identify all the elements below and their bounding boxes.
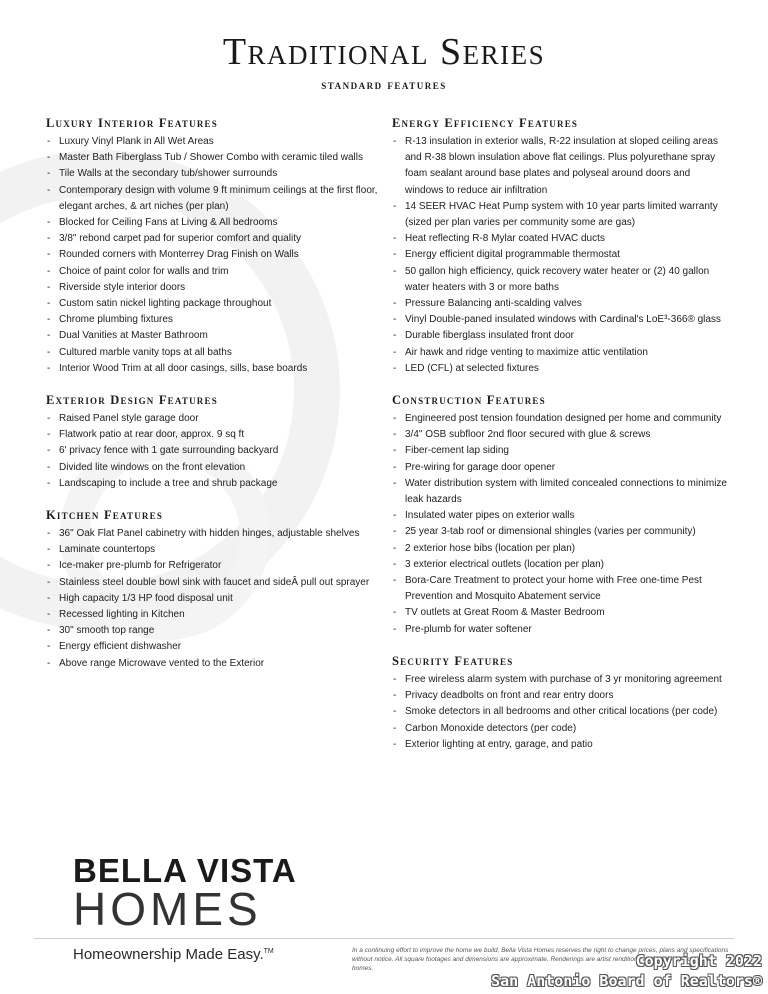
legal-disclaimer: In a continuing effort to improve the home we build, Bella Vista Homes reserves the right to change prices, plans and specifications without notice. All square footages and dimensions are approximate. Renderings are artist renditions and may vary from actual homes. bbox=[352, 947, 729, 972]
feature-item: - Chrome plumbing fixtures bbox=[46, 312, 381, 328]
feature-item: - Pre-wiring for garage door opener bbox=[392, 460, 727, 476]
feature-list bbox=[392, 411, 727, 638]
feature-item: - 30" smooth top range bbox=[46, 623, 381, 639]
feature-item: - Exterior lighting at entry, garage, and patio bbox=[392, 737, 727, 753]
feature-item: - Insulated water pipes on exterior walls bbox=[392, 508, 727, 524]
feature-item: - Engineered post tension foundation designed per home and community bbox=[392, 411, 727, 427]
feature-item: - Dual Vanities at Master Bathroom bbox=[46, 328, 381, 344]
brand-logo-homes: HOMES bbox=[73, 883, 262, 935]
section-heading: Kitchen Features bbox=[46, 508, 164, 523]
section-heading: Luxury Interior Features bbox=[46, 116, 218, 130]
footer-divider bbox=[34, 938, 734, 939]
feature-item: - Water distribution system with limited concealed connections to minimize leak hazards bbox=[392, 476, 727, 508]
feature-item: - Tile Walls at the secondary tub/shower surrounds bbox=[46, 166, 381, 182]
feature-item: - Contemporary design with volume 9 ft minimum ceilings at the first floor, elegant arches, & art niches (per plan) bbox=[46, 183, 381, 215]
feature-item: - Blocked for Ceiling Fans at Living & All bedrooms bbox=[46, 215, 381, 231]
feature-item: - Privacy deadbolts on front and rear entry doors bbox=[392, 688, 727, 704]
feature-item: - Flatwork patio at rear door, approx. 9 sq ft bbox=[46, 427, 381, 443]
brand-logo-bella-vista: BELLA VISTA bbox=[73, 852, 297, 889]
tagline-text: Homeownership Made Easy. bbox=[73, 946, 264, 963]
feature-item: - 6' privacy fence with 1 gate surrounding backyard bbox=[46, 443, 381, 459]
feature-list bbox=[46, 411, 381, 492]
feature-item: - 14 SEER HVAC Heat Pump system with 10 year parts limited warranty (sized per plan varies per community some are gas) bbox=[392, 199, 727, 231]
feature-item: - Landscaping to include a tree and shrub package bbox=[46, 476, 381, 492]
copyright-watermark bbox=[491, 951, 762, 991]
section-heading: Exterior Design Features bbox=[46, 393, 218, 408]
feature-item: - Energy efficient digital programmable thermostat bbox=[392, 247, 727, 263]
feature-item: - Cultured marble vanity tops at all baths bbox=[46, 345, 381, 361]
page-title: Traditional Series bbox=[222, 31, 546, 73]
feature-item: - Custom satin nickel lighting package throughout bbox=[46, 296, 381, 312]
feature-item: - Pressure Balancing anti-scalding valves bbox=[392, 296, 727, 312]
feature-item: - Heat reflecting R-8 Mylar coated HVAC ducts bbox=[392, 231, 727, 247]
feature-item: - 25 year 3-tab roof or dimensional shingles (varies per community) bbox=[392, 524, 727, 540]
feature-item: - Bora-Care Treatment to protect your home with Free one-time Pest Prevention and Mosquito Abatement service bbox=[392, 573, 727, 605]
section-security-features bbox=[392, 654, 727, 753]
feature-item: - Vinyl Double-paned insulated windows with Cardinal's LoE³-366® glass bbox=[392, 312, 727, 328]
section-heading: Security Features bbox=[392, 653, 514, 668]
feature-list bbox=[46, 526, 381, 672]
section-construction-features bbox=[392, 393, 727, 638]
feature-item: - Durable fiberglass insulated front door bbox=[392, 328, 727, 344]
feature-list bbox=[392, 134, 727, 377]
feature-item: - 3/8" rebond carpet pad for superior comfort and quality bbox=[46, 231, 381, 247]
feature-item: - Master Bath Fiberglass Tub / Shower Combo with ceramic tiled walls bbox=[46, 150, 381, 166]
copyright-line: Copyright 2022 bbox=[635, 952, 762, 970]
feature-item: - High capacity 1/3 HP food disposal unit bbox=[46, 591, 381, 607]
feature-item: - Recessed lighting in Kitchen bbox=[46, 607, 381, 623]
feature-item: - Smoke detectors in all bedrooms and other critical locations (per code) bbox=[392, 704, 727, 720]
section-luxury-interior-features bbox=[46, 116, 381, 377]
section-heading: Energy Efficiency Features bbox=[392, 116, 579, 130]
feature-item: - Raised Panel style garage door bbox=[46, 411, 381, 427]
feature-item: - Fiber-cement lap siding bbox=[392, 443, 727, 459]
feature-item: - Pre-plumb for water softener bbox=[392, 622, 727, 638]
feature-item: - Rounded corners with Monterrey Drag Finish on Walls bbox=[46, 247, 381, 263]
trademark-mark: TM bbox=[263, 948, 274, 955]
feature-item: - Carbon Monoxide detectors (per code) bbox=[392, 721, 727, 737]
section-exterior-design-features bbox=[46, 393, 381, 492]
feature-item: - 3/4" OSB subfloor 2nd floor secured with glue & screws bbox=[392, 427, 727, 443]
feature-list bbox=[392, 672, 727, 753]
feature-item: - R-13 insulation in exterior walls, R-22 insulation at sloped ceiling areas and R-38 blown insulation above flat ceilings. Plus polyurethane spray foam sealant around base plates and polyseal around doors and windows to reduce air infiltration bbox=[392, 134, 727, 199]
feature-item: - Air hawk and ridge venting to maximize attic ventilation bbox=[392, 345, 727, 361]
feature-item: - Above range Microwave vented to the Exterior bbox=[46, 656, 381, 672]
feature-item: - 2 exterior hose bibs (location per plan) bbox=[392, 541, 727, 557]
feature-item: - Ice-maker pre-plumb for Refrigerator bbox=[46, 558, 381, 574]
feature-item: - Divided lite windows on the front elevation bbox=[46, 460, 381, 476]
left-column bbox=[46, 116, 381, 688]
feature-item: - Riverside style interior doors bbox=[46, 280, 381, 296]
feature-item: - Energy efficient dishwasher bbox=[46, 639, 381, 655]
copyright-owner: San Antonio Board of Realtors® bbox=[491, 972, 762, 990]
feature-item: - TV outlets at Great Room & Master Bedroom bbox=[392, 605, 727, 621]
feature-item: - Interior Wood Trim at all door casings, sills, base boards bbox=[46, 361, 381, 377]
feature-item: - Stainless steel double bowl sink with faucet and sideÂ pull out sprayer bbox=[46, 575, 381, 591]
section-energy-efficiency-features bbox=[392, 116, 727, 377]
feature-item: - LED (CFL) at selected fixtures bbox=[392, 361, 727, 377]
feature-item: - Luxury Vinyl Plank in All Wet Areas bbox=[46, 134, 381, 150]
feature-item: - Choice of paint color for walls and trim bbox=[46, 264, 381, 280]
right-column bbox=[392, 116, 727, 769]
section-kitchen-features bbox=[46, 508, 381, 672]
section-heading: Construction Features bbox=[392, 393, 546, 408]
feature-list bbox=[46, 134, 381, 377]
feature-item: - 36" Oak Flat Panel cabinetry with hidden hinges, adjustable shelves bbox=[46, 526, 381, 542]
brand-tagline bbox=[73, 946, 274, 963]
page-subtitle: standard features bbox=[321, 77, 447, 92]
feature-item: - Laminate countertops bbox=[46, 542, 381, 558]
feature-item: - 3 exterior electrical outlets (location per plan) bbox=[392, 557, 727, 573]
feature-item: - 50 gallon high efficiency, quick recovery water heater or (2) 40 gallon water heaters with 3 or more baths bbox=[392, 264, 727, 296]
feature-item: - Free wireless alarm system with purchase of 3 yr monitoring agreement bbox=[392, 672, 727, 688]
